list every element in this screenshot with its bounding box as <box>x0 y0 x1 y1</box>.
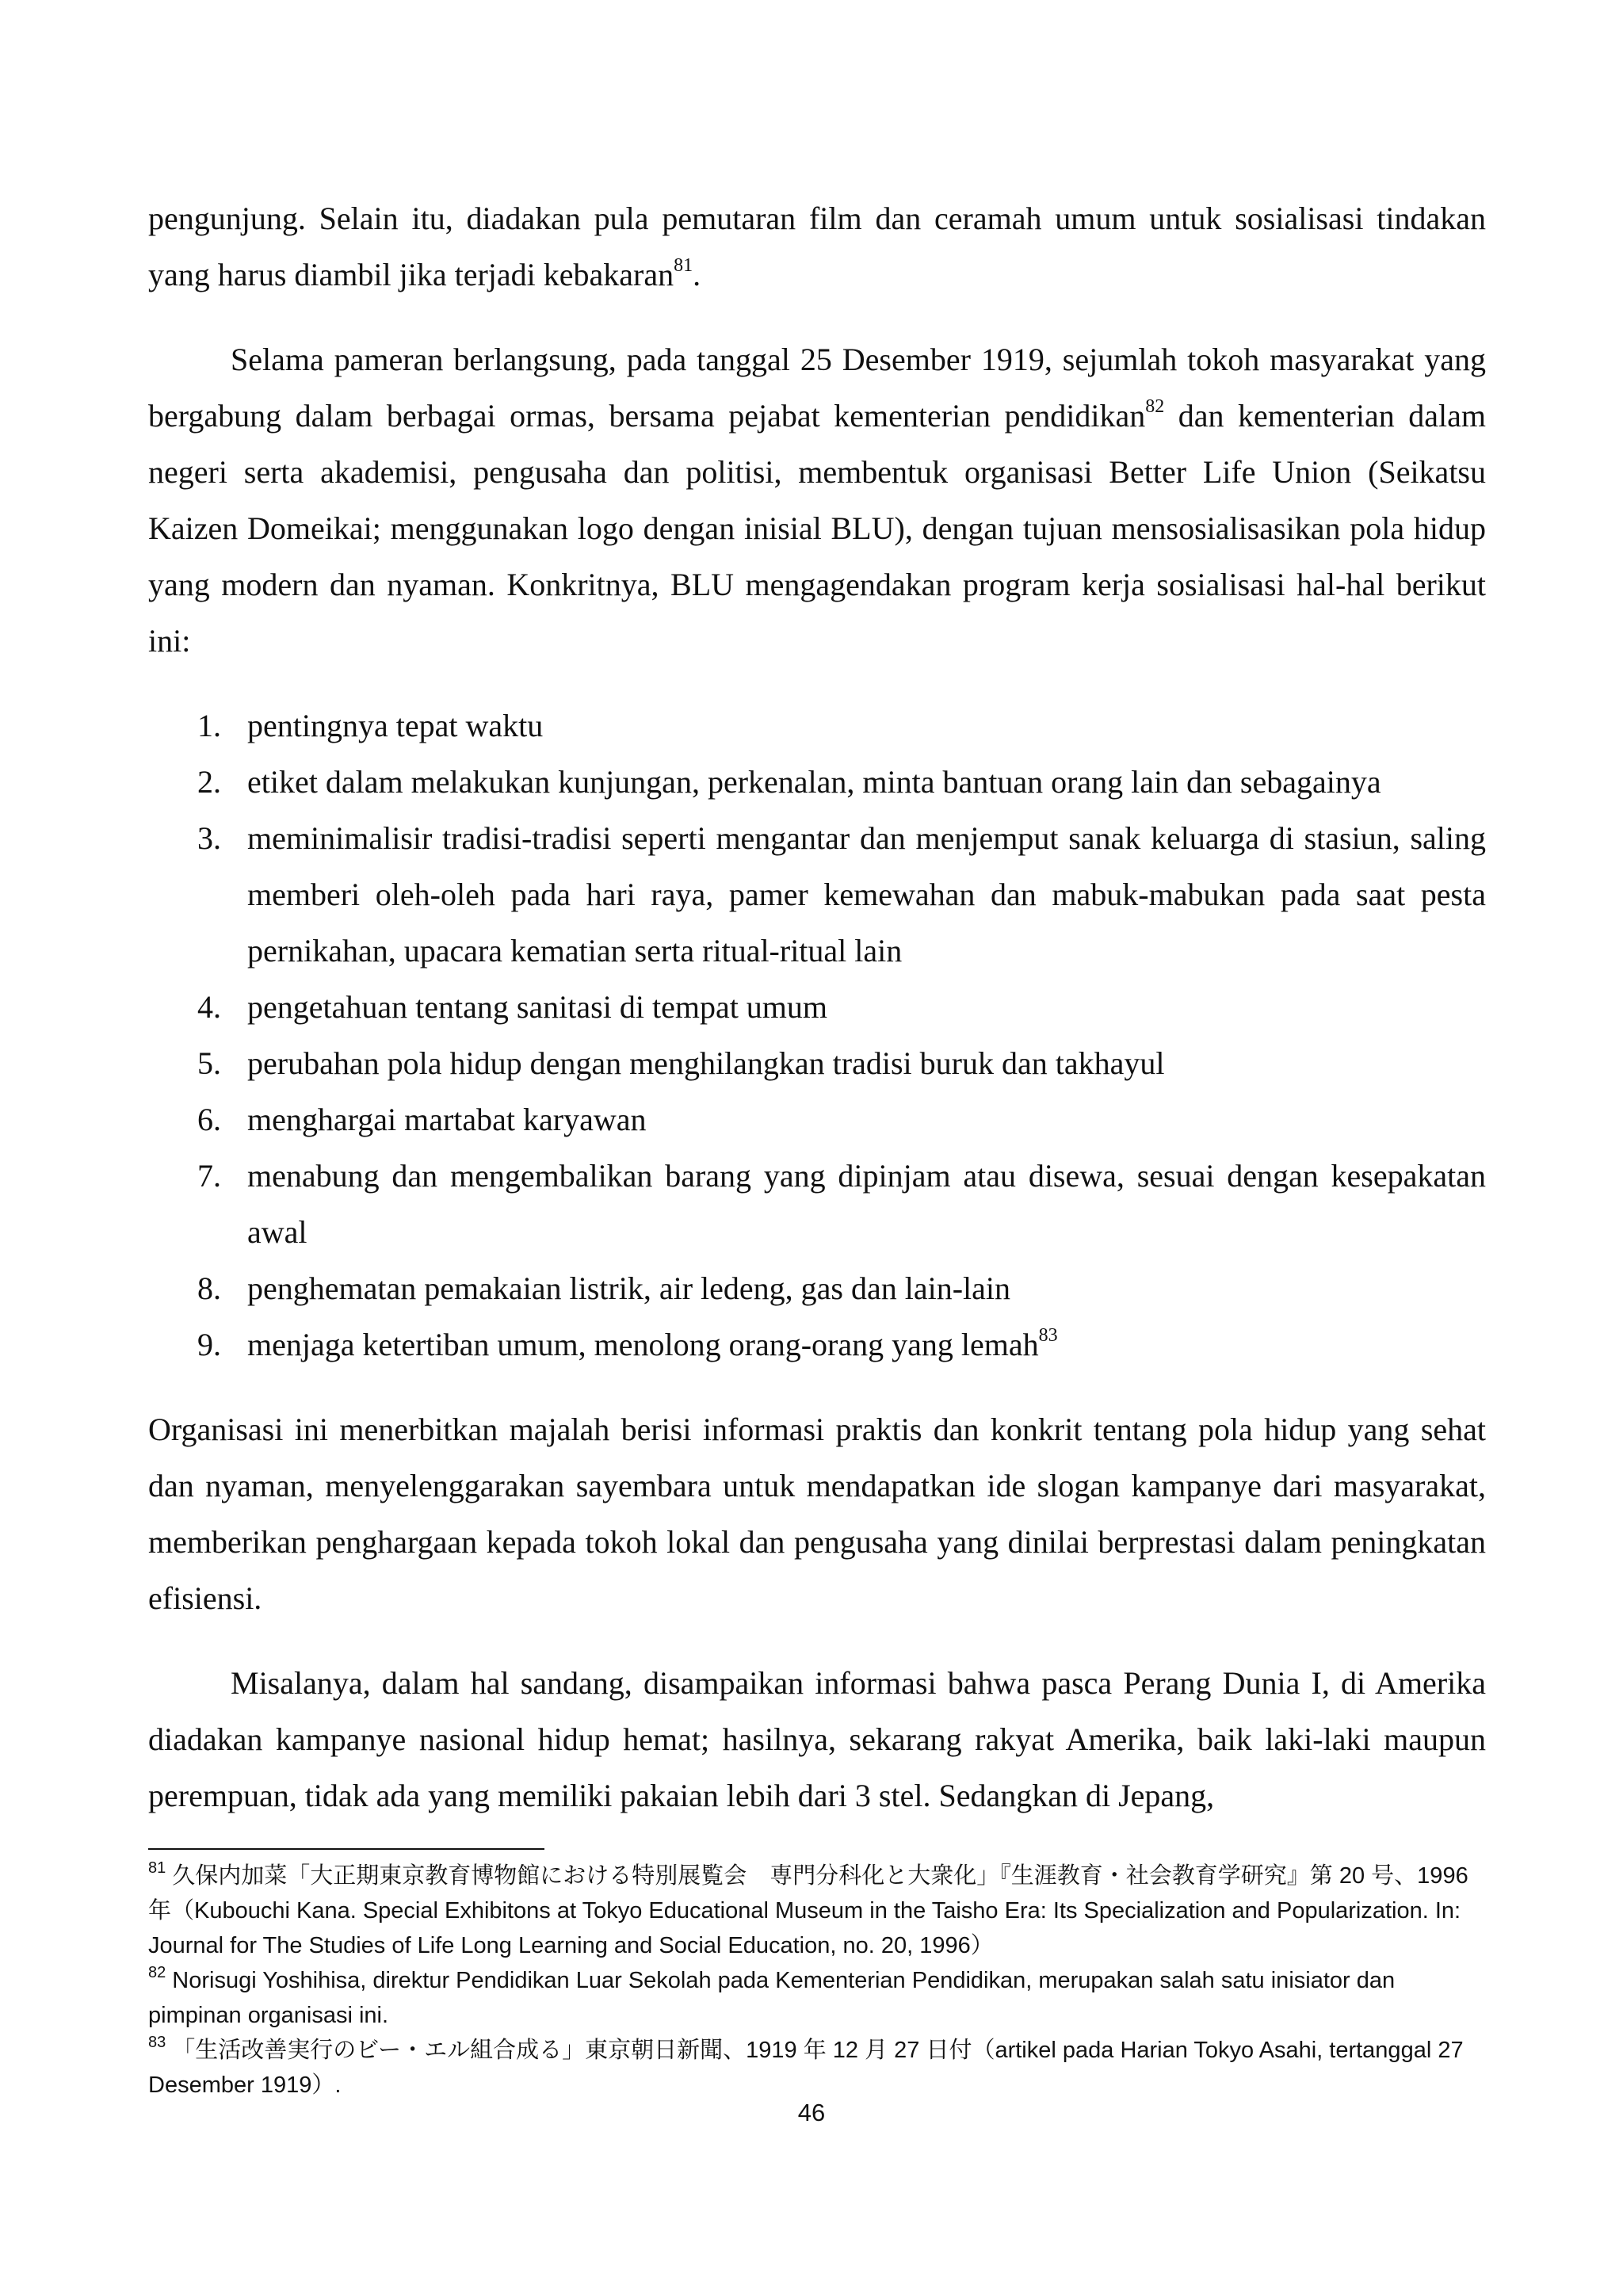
list-item <box>148 754 1486 810</box>
paragraph-1 <box>148 190 1486 303</box>
footnote-ref-82[interactable]: 82 <box>1145 395 1165 417</box>
footnote-number: 83 <box>148 2034 166 2052</box>
list-item-number: 8. <box>197 1270 221 1306</box>
footnote-81 <box>148 1859 1486 1963</box>
paragraph-2-text-a: Selama pameran berlangsung, pada tanggal 25 Desember 1919, sejumlah tokoh masyarakat yang bergabung dalam berbagai ormas, bersama pejabat kementerian pendidikan <box>148 342 1486 434</box>
page-body <box>148 190 1486 1824</box>
footnote-text: Norisugi Yoshihisa, direktur Pendidikan Luar Sekolah pada Kementerian Pendidikan, merupakan salah satu inisiator dan pimpinan organisasi ini. <box>148 1968 1396 2028</box>
program-list <box>148 697 1486 1373</box>
list-item-number: 4. <box>197 989 221 1025</box>
list-item-number: 6. <box>197 1102 221 1137</box>
list-item <box>148 1260 1486 1316</box>
footnote-ref-81[interactable]: 81 <box>674 254 693 276</box>
footnote-83 <box>148 2033 1486 2103</box>
paragraph-1-end: . <box>693 257 701 292</box>
list-item <box>148 1148 1486 1260</box>
list-item-number: 3. <box>197 820 221 856</box>
footnote-number: 82 <box>148 1964 166 1982</box>
list-item-number: 5. <box>197 1045 221 1081</box>
footnote-82 <box>148 1963 1486 2033</box>
list-item-text: menghargai martabat karyawan <box>247 1102 647 1137</box>
footnote-text: 久保内加菜「大正期東京教育博物館における特別展覧会 専門分科化と大衆化」『生涯教育・社会教育学研究』第 20 号、1996 年（Kubouchi Kana. Special Exhibitons at Tokyo Educational Museum in the Taisho Era: Its Specialization and Popularization. In: Journal for The Studies of Life Long Learning and Social Education, no. 20, 1996） <box>148 1863 1468 1958</box>
list-item-number: 2. <box>197 764 221 800</box>
list-item-text: menabung dan mengembalikan barang yang dipinjam atau disewa, sesuai dengan kesepakatan awal <box>247 1158 1486 1250</box>
list-item <box>148 810 1486 979</box>
footnote-divider <box>148 1848 544 1850</box>
paragraph-1-text: pengunjung. Selain itu, diadakan pula pemutaran film dan ceramah umum untuk sosialisasi tindakan yang harus diambil jika terjadi kebakaran <box>148 201 1486 292</box>
list-item-text: pentingnya tepat waktu <box>247 708 544 743</box>
paragraph-2 <box>148 331 1486 669</box>
page-number: 46 <box>797 2099 826 2126</box>
list-item-text: penghematan pemakaian listrik, air ledeng, gas dan lain-lain <box>247 1270 1010 1306</box>
list-item-text: menjaga ketertiban umum, menolong orang-orang yang lemah <box>247 1327 1039 1362</box>
footnote-number: 81 <box>148 1859 166 1878</box>
list-item <box>148 1091 1486 1148</box>
list-item-number: 7. <box>197 1158 221 1194</box>
paragraph-4: Misalanya, dalam hal sandang, disampaikan informasi bahwa pasca Perang Dunia I, di Amerika diadakan kampanye nasional hidup hemat; hasilnya, sekarang rakyat Amerika, baik laki-laki maupun perempuan, tidak ada yang memiliki pakaian lebih dari 3 stel. Sedangkan di Jepang, <box>148 1665 1486 1813</box>
paragraph-3: Organisasi ini menerbitkan majalah berisi informasi praktis dan konkrit tentang pola hidup yang sehat dan nyaman, menyelenggarakan sayembara untuk mendapatkan ide slogan kampanye dari masyarakat, memberikan penghargaan kepada tokoh lokal dan pengusaha yang dinilai berprestasi dalam peningkatan efisiensi. <box>148 1412 1486 1616</box>
list-item <box>148 979 1486 1035</box>
footnotes <box>148 1859 1486 2103</box>
list-item <box>148 1035 1486 1091</box>
list-item-text: pengetahuan tentang sanitasi di tempat umum <box>247 989 828 1025</box>
list-item-text: perubahan pola hidup dengan menghilangkan tradisi buruk dan takhayul <box>247 1045 1165 1081</box>
list-item-text: etiket dalam melakukan kunjungan, perkenalan, minta bantuan orang lain dan sebagainya <box>247 764 1381 800</box>
footnote-ref-83[interactable]: 83 <box>1038 1324 1058 1346</box>
list-item-number: 1. <box>197 708 221 743</box>
footnote-text: 「生活改善実行のビー・エル組合成る」東京朝日新聞、1919 年 12 月 27 日付（artikel pada Harian Tokyo Asahi, tertanggal 27 Desember 1919）. <box>148 2038 1464 2098</box>
list-item <box>148 697 1486 754</box>
list-item-number: 9. <box>197 1327 221 1362</box>
list-item-text: meminimalisir tradisi-tradisi seperti mengantar dan menjemput sanak keluarga di stasiun, saling memberi oleh-oleh pada hari raya, pamer kemewahan dan mabuk-mabukan pada saat pesta pernikahan, upacara kematian serta ritual-ritual lain <box>247 820 1486 968</box>
list-item <box>148 1316 1486 1373</box>
paragraph-2-text-b: dan kementerian dalam negeri serta akademisi, pengusaha dan politisi, membentuk organisasi Better Life Union (Seikatsu Kaizen Domeikai; menggunakan logo dengan inisial BLU), dengan tujuan mensosialisasikan pola hidup yang modern dan nyaman. Konkritnya, BLU mengagendakan program kerja sosialisasi hal-hal berikut ini: <box>148 398 1486 659</box>
